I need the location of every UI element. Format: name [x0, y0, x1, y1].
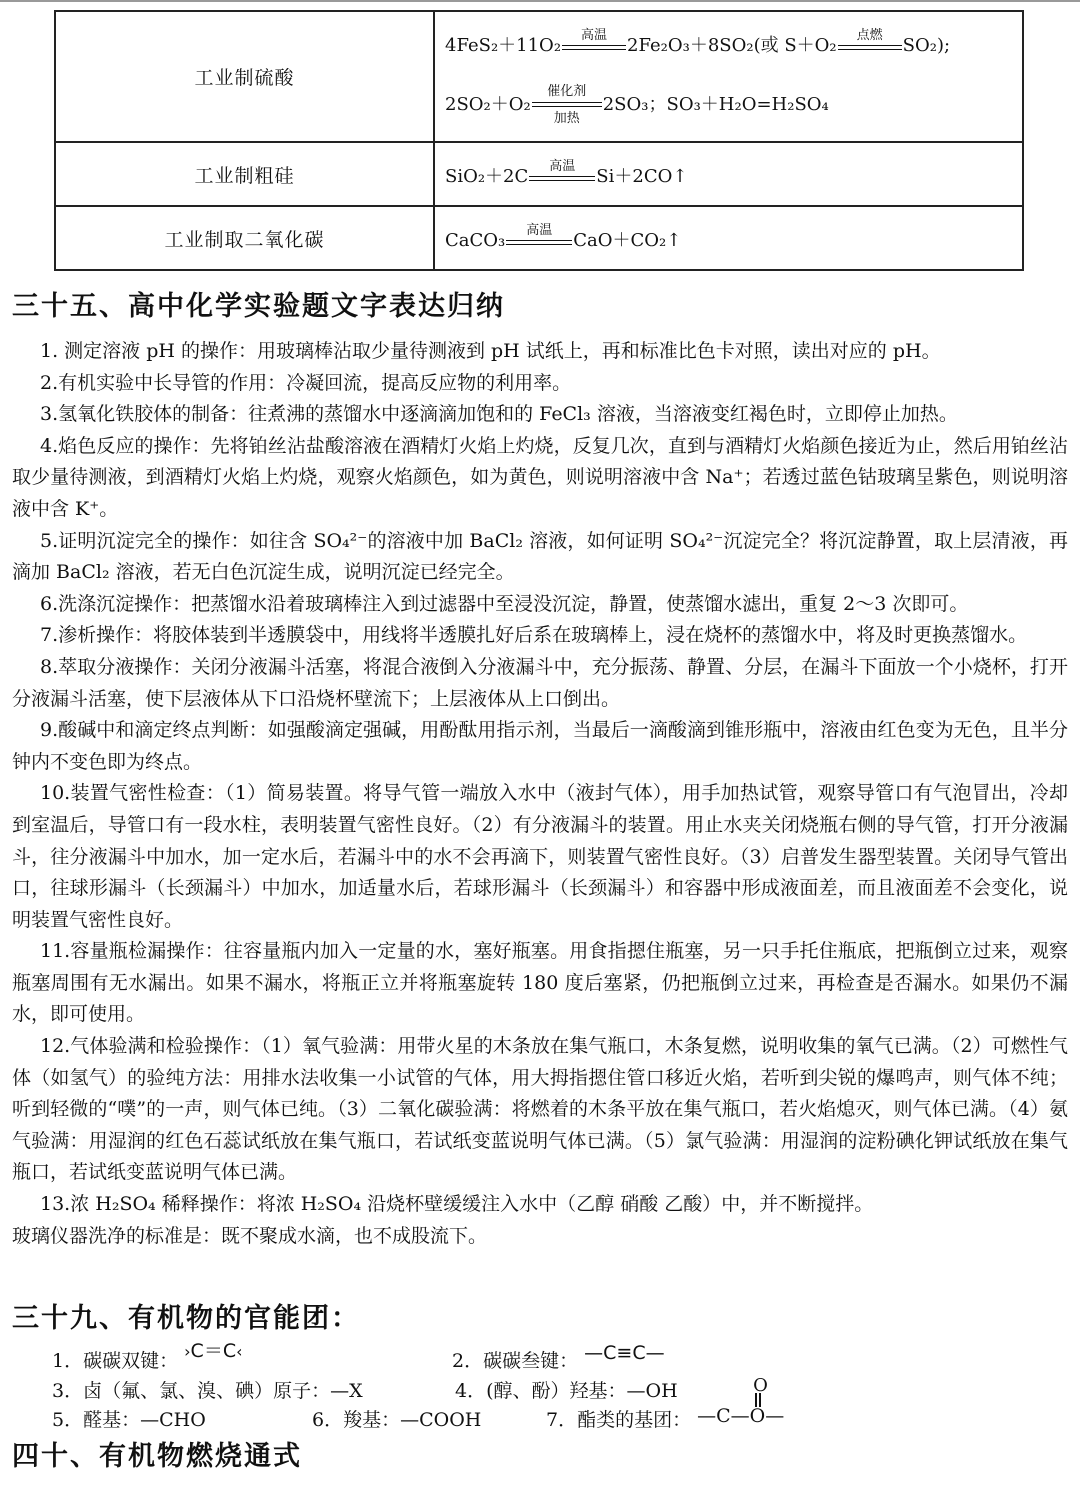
- process-equation: [434, 11, 1023, 142]
- ester-chain: —C—O—: [697, 1405, 785, 1427]
- functional-group-item: [52, 1405, 206, 1432]
- list-item: 7.渗析操作：将胶体装到半透膜袋中，用线将半透膜扎好后系在玻璃棒上，浸在烧杯的蒸馏水中，将及时更换蒸馏水。: [40, 624, 1028, 647]
- table-row: [55, 206, 1023, 270]
- list-item: 5.证明沉淀完全的操作：如往含 SO₄²⁻的溶液中加 BaCl₂ 溶液，如何证明 SO₄²⁻沉淀完全？将沉淀静置，取上层清液，再滴加 BaCl₂ 溶液，若无白色沉淀生成，说明沉淀已经完全。: [12, 529, 1068, 584]
- condition-arrow: [506, 223, 572, 253]
- condition-arrow: [838, 28, 902, 58]
- list-item: 6.洗涤沉淀操作：把蒸馏水沿着玻璃棒注入到过滤器中至浸没沉淀，静置，使蒸馏水滤出，重复 2～3 次即可。: [40, 592, 969, 615]
- process-name: 工业制取二氧化碳: [55, 206, 434, 270]
- condition-text: 高温: [549, 159, 576, 174]
- table-row: [55, 11, 1023, 142]
- functional-group-formula: —C≡C—: [584, 1342, 665, 1364]
- condition-text: 点燃: [856, 27, 883, 43]
- functional-group-label: 4．(醇、酚）羟基：: [455, 1380, 627, 1402]
- industrial-process-table: [54, 10, 1024, 271]
- functional-group-label: 5．醛基：: [52, 1409, 141, 1431]
- functional-group-label: 1．碳碳双键：: [52, 1350, 179, 1372]
- equation-line: [445, 28, 1021, 58]
- functional-group-label: 2．碳碳叁键：: [452, 1350, 579, 1372]
- list-item: 12.气体验满和检验操作：（1）氧气验满：用带火星的木条放在集气瓶口，木条复燃，说明收集的氧气已满。（2）可燃性气体（如氢气）的验纯方法：用排水法收集一小试管的气体，用大拇指摁住管口移近火焰，若听到尖锐的爆鸣声，则气体不纯；听到轻微的“噗”的一声，则气体已纯。（3）二氧化碳验满：将燃着的木条平放在集气瓶口，若火焰熄灭，则气体已满。（4）氨气验满：用湿润的红色石蕊试纸放在集气瓶口，若试纸变蓝说明气体已满。（5）氯气验满：用湿润的淀粉碘化钾试纸放在集气瓶口，若试纸变蓝说明气体已满。: [12, 1035, 1068, 1184]
- reversible-arrow: [532, 84, 602, 126]
- ester-group-structure: [697, 1375, 827, 1435]
- list-item: 9.酸碱中和滴定终点判断：如强酸滴定强碱，用酚酞用指示剂，当最后一滴酸滴到锥形瓶中，溶液由红色变为无色，且半分钟内不变色即为终点。: [12, 719, 1068, 773]
- process-equation: [434, 206, 1023, 270]
- functional-group-label: 6．羧基：: [312, 1409, 401, 1431]
- table-row: [55, 142, 1023, 206]
- condition-text: 加热: [553, 110, 580, 126]
- functional-group-label: 7．酯类的基团：: [546, 1409, 692, 1431]
- equation-rhs: 2SO₃；SO₃＋H₂O=H₂SO₄: [602, 93, 829, 115]
- equation-rhs: SO₂);: [902, 34, 951, 56]
- functional-group-item: [52, 1376, 363, 1403]
- functional-group-item: [312, 1405, 481, 1432]
- double-bond-structure: ›C＝C‹: [184, 1340, 243, 1362]
- equation-line: [445, 159, 1021, 189]
- list-item: 13.浓 H₂SO₄ 稀释操作：将浓 H₂SO₄ 沿烧杯壁缓缓注入水中（乙醇 硝酸 乙酸）中，并不断搅拌。: [40, 1193, 874, 1216]
- condition-text: 高温: [581, 27, 608, 43]
- equation-rhs: 2Fe₂O₃＋8SO₂(或 S＋O₂: [627, 34, 837, 56]
- condition-arrow: [562, 28, 626, 58]
- functional-group-item: [455, 1376, 678, 1403]
- list-item: 10.装置气密性检查：（1）简易装置。将导气管一端放入水中（液封气体），用手加热试管，观察导管口有气泡冒出，冷却到室温后，导管口有一段水柱，表明装置气密性良好。（2）有分液漏斗的装置。用止水夹关闭烧瓶右侧的导气管，打开分液漏斗，往分液漏斗中加水，加一定水后，若漏斗中的水不会再滴下，则装置气密性良好。（3）启普发生器型装置。关闭导气管出口，往球形漏斗（长颈漏斗）中加水，加适量水后，若球形漏斗（长颈漏斗）和容器中形成液面差，而且液面差不会变化，说明装置气密性良好。: [12, 782, 1068, 931]
- section-35-body: [12, 336, 1068, 1252]
- section-35-title: 三十五、高中化学实验题文字表达归纳: [12, 291, 505, 322]
- list-item: 3.氢氧化铁胶体的制备：往煮沸的蒸馏水中逐滴滴加饱和的 FeCl₃ 溶液，当溶液变红褐色时，立即停止加热。: [40, 403, 958, 426]
- process-name: 工业制粗硅: [55, 142, 434, 206]
- equation-rhs: CaO＋CO₂↑: [573, 230, 682, 251]
- top-rule: [0, 0, 1080, 2]
- list-item: 8.萃取分液操作：关闭分液漏斗活塞，将混合液倒入分液漏斗中，充分振荡、静置、分层，在漏斗下面放一个小烧杯，打开分液漏斗活塞，使下层液体从下口沿烧杯壁流下；上层液体从上口倒出。: [12, 655, 1068, 710]
- functional-group-item: [452, 1342, 665, 1373]
- functional-group-formula: —OH: [626, 1380, 678, 1402]
- equation-lhs: CaCO₃: [445, 230, 506, 251]
- process-equation: [434, 142, 1023, 206]
- cleaning-standard-note: 玻璃仪器洗净的标准是：既不聚成水滴，也不成股流下。: [12, 1224, 488, 1247]
- equation-lhs: SiO₂＋2C: [445, 166, 529, 187]
- condition-text: 催化剂: [547, 83, 587, 99]
- list-item: 1. 测定溶液 pH 的操作：用玻璃棒沾取少量待测液到 pH 试纸上，再和标准比色卡对照，读出对应的 pH。: [40, 340, 941, 362]
- functional-group-formula: —COOH: [400, 1409, 482, 1431]
- equation-rhs: Si＋2CO↑: [596, 166, 688, 187]
- equation-lhs: 2SO₂＋O₂: [445, 93, 531, 115]
- process-name: 工业制硫酸: [55, 11, 434, 142]
- equation-line: [445, 223, 1021, 253]
- section-40-title: 四十、有机物燃烧通式: [12, 1441, 302, 1472]
- list-item: 4.焰色反应的操作：先将铂丝沾盐酸溶液在酒精灯火焰上灼烧，反复几次，直到与酒精灯火焰颜色接近为止，然后用铂丝沾取少量待测液，到酒精灯火焰上灼烧，观察火焰颜色，如为黄色，则说明溶液中含 Na⁺；若透过蓝色钴玻璃呈紫色，则说明溶液中含 K⁺。: [12, 434, 1068, 520]
- functional-group-formula: C＝C: [190, 1340, 237, 1362]
- equation-line: [445, 84, 1021, 126]
- carbonyl-oxygen: O: [753, 1375, 768, 1396]
- list-item: 11.容量瓶检漏操作：往容量瓶内加入一定量的水，塞好瓶塞。用食指摁住瓶塞，另一只手托住瓶底，把瓶倒立过来，观察瓶塞周围有无水漏出。如果不漏水，将瓶正立并将瓶塞旋转 180 度后塞紧，仍把瓶倒立过来，再检查是否漏水。如果仍不漏水，即可使用。: [12, 940, 1068, 1026]
- functional-group-item: [52, 1340, 243, 1373]
- equation-lhs: 4FeS₂＋11O₂: [445, 34, 562, 56]
- list-item: 2.有机实验中长导管的作用：冷凝回流，提高反应物的利用率。: [40, 371, 572, 394]
- functional-group-formula: —CHO: [140, 1409, 206, 1431]
- condition-text: 高温: [526, 223, 553, 238]
- functional-group-label: 3．卤（氟、氯、溴、碘）原子：: [52, 1380, 331, 1402]
- functional-group-formula: —X: [330, 1380, 363, 1402]
- section-39-title: 三十九、有机物的官能团：: [12, 1303, 360, 1334]
- condition-arrow: [529, 159, 595, 189]
